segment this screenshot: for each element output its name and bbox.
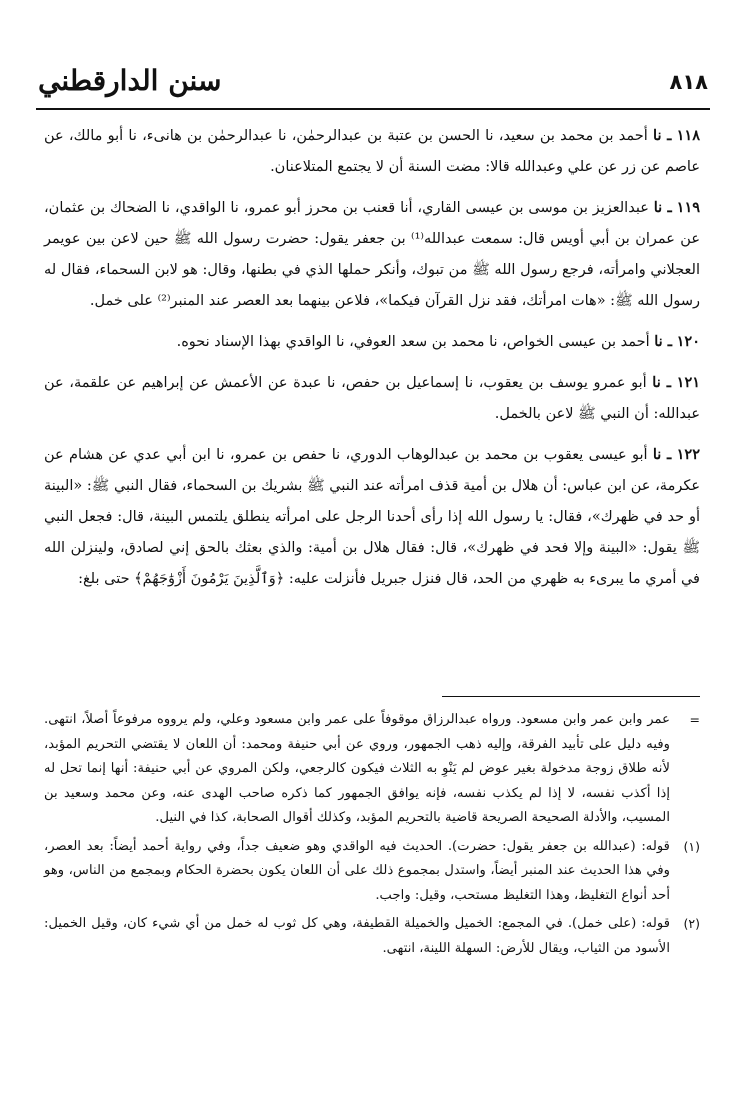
hadith-number: ١١٩ — [676, 199, 701, 216]
hadith-number: ١٢٠ — [676, 333, 700, 350]
page-number: ٨١٨ — [669, 70, 708, 94]
hadith-abbreviation: ـ نا — [654, 333, 673, 350]
hadith-text: عبدالعزيز بن موسى بن عيسى القاري، أنا قعنب بن محرز أبو عمرو، نا الواقدي، نا الضحاك بن عثمان، عن عمران بن أبي أويس قال: سمعت عبدالله⁽¹⁾ بن جعفر يقول: حضرت رسول الله ﷺ حين لاعن بين عويمر العجلاني وامرأته، فرجع رسول الله ﷺ من تبوك، وأنكر حملها الذي في بطنها، وقال: هو لابن السحماء، فقال له رسول الله ﷺ: «هات امرأتك، فقد نزل القرآن فيكما»، فلاعن بينهما بعد العصر عند المنبر⁽²⁾ على خمل. — [44, 200, 700, 309]
footnote-text: قوله: (على خمل). في المجمع: الخميل والخميلة القطيفة، وهي كل ثوب له خمل من أي شيء كان، وقيل الخميل: الأسود من الثياب، ويقال للأرض: السهلة اللينة، انتهى. — [44, 916, 670, 956]
hadith-abbreviation: ـ نا — [653, 127, 672, 144]
hadith-paragraph — [44, 192, 700, 317]
footnote-marker: = — [689, 712, 700, 727]
main-text — [44, 120, 700, 680]
hadith-paragraph — [44, 120, 700, 183]
footnote-marker: (١) — [683, 838, 700, 854]
footnote-text: قوله: (عبدالله بن جعفر يقول: حضرت). الحديث فيه الواقدي وهو ضعيف جداً، وفي رواية أحمد أيضاً: بعد العصر، وفي هذا الحديث عند المنبر أيضاً، واستدل بمجموع ذلك على أن اللعان يكون بحضرة الحكام وبمجمع من الناس، وهو أحد أنواع التغليظ، وهذا التغليظ مستحب، وقيل: واجب. — [44, 838, 670, 903]
footnote-continuation — [44, 708, 700, 831]
footnote-marker: (٢) — [683, 916, 700, 931]
hadith-abbreviation: ـ نا — [652, 446, 672, 463]
footnote-1 — [44, 835, 700, 909]
hadith-number: ١٢١ — [676, 374, 701, 391]
hadith-paragraph — [44, 439, 700, 595]
hadith-paragraph — [44, 367, 700, 430]
hadith-text: أبو عمرو يوسف بن يعقوب، نا إسماعيل بن حفص، نا عبدة عن الأعمش عن إبراهيم عن علقمة، عن عبدالله: أن النبي ﷺ لاعن بالخمل. — [44, 375, 700, 422]
footnote-2 — [44, 912, 700, 961]
hadith-text: أحمد بن عيسى الخواص، نا محمد بن سعد العوفي، نا الواقدي بهذا الإسناد نحوه. — [176, 334, 650, 350]
hadith-number: ١٢٢ — [676, 446, 701, 463]
footnotes — [44, 708, 700, 1048]
hadith-text: أحمد بن محمد بن سعيد، نا الحسن بن عتبة بن عبدالرحمٰن، نا عبدالرحمٰن بن هانىء، نا أبو مالك، عن عاصم عن زر عن علي وعبدالله قالا: مضت السنة أن لا يجتمع المتلاعنان. — [44, 128, 700, 175]
running-title: سنن الدارقطني — [38, 64, 222, 97]
hadith-abbreviation: ـ نا — [653, 199, 672, 216]
hadith-text: أبو عيسى يعقوب بن محمد بن عبدالوهاب الدوري، نا حفص بن عمرو، نا ابن أبي عدي عن هشام عن عكرمة، عن ابن عباس: أن هلال بن أمية قذف امرأته عند النبي ﷺ بشريك بن السحماء، فقال النبي ﷺ: «البينة أو حد في ظهرك»، فقال: يا رسول الله إذا رأى أحدنا الرجل على امرأته ينطلق يلتمس البينة، قال: فجعل النبي ﷺ يقول: «البينة وإلا فحد في ظهرك»، قال: فقال هلال بن أمية: والذي بعثك بالحق إني لصادق، ولينزلن الله في أمري ما يبرىء به ظهري من الحد، قال فنزل جبريل فأنزلت عليه: ﴿وَٱلَّذِينَ يَرْمُونَ أَزْوَٰجَهُمْ﴾ حتى بلغ: — [44, 447, 700, 587]
hadith-abbreviation: ـ نا — [652, 374, 672, 391]
hadith-number: ١١٨ — [676, 127, 701, 144]
footnote-text: عمر وابن عمر وابن مسعود. ورواه عبدالرزاق موقوفاً على عمر وابن مسعود وعلي، ولم يرووه مرفوعاً أصلاً، انتهى. وفيه دليل على تأبيد الفرقة، وإليه ذهب الجمهور، وروي عن أبي حنيفة ومحمد: أن اللعان لا يقتضي التحريم المؤبد، لأنه طلاق زوجة مدخولة بغير عوض لم يَنْوِ به الثلاث فيكون كالرجعي، ولكن المروي عن أبي حنيفة: أنها إنما تحل له إذا أكذب نفسه، لا إذا لم يكذب نفسه، فإنه يوافق الجمهور كما ذكره صاحب الهدى عنه، وعن محمد وسعيد بن المسيب، والأدلة الصحيحة الصريحة قاضية بالتحريم المؤبد، وكذلك أقوال الصحابة، كذا في النيل. — [44, 712, 670, 825]
hadith-paragraph — [44, 326, 700, 358]
footnote-divider — [442, 696, 700, 697]
page-header — [36, 62, 710, 110]
